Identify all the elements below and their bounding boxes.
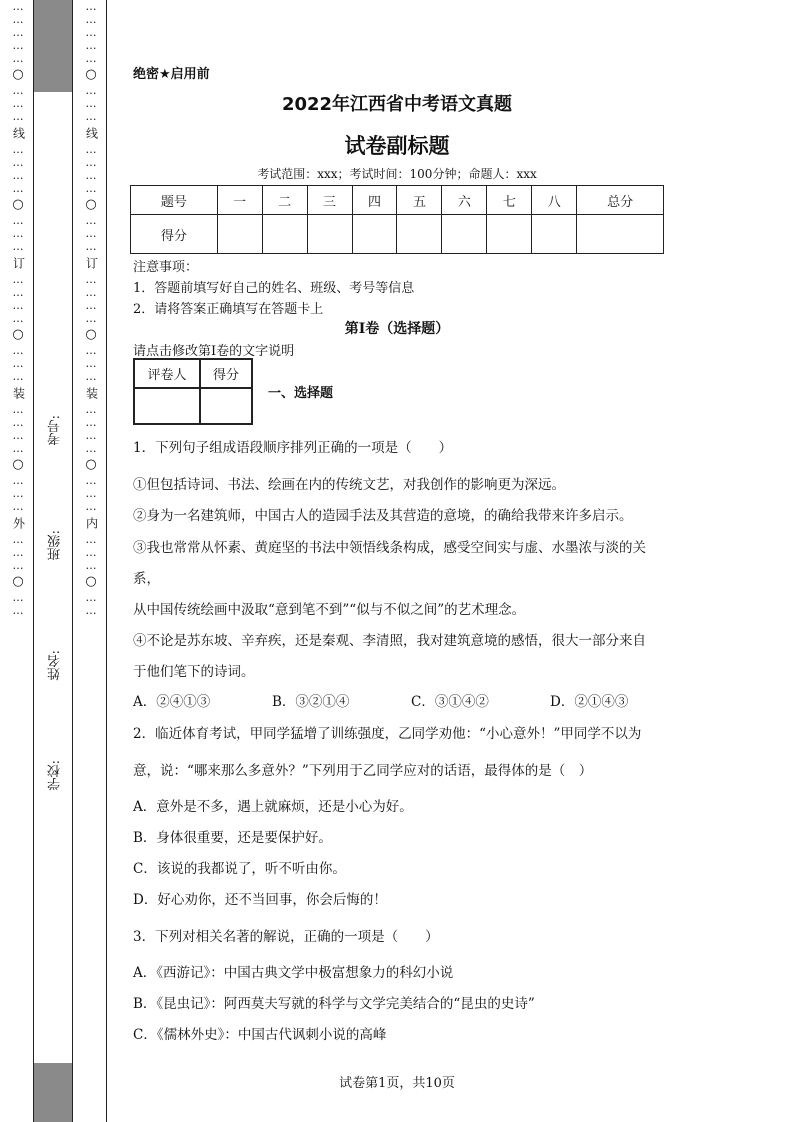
cut-dots: … (12, 299, 24, 312)
confidential-mark: 绝密★启用前 (133, 67, 210, 82)
class-label: 班级: (48, 530, 63, 561)
page-footer: 试卷第1页，共10页 (339, 1076, 455, 1091)
cut-dots: … (85, 13, 97, 26)
notes-item: 2．请将答案正确填写在答题卡上 (133, 302, 324, 317)
cut-dots: … (12, 169, 24, 182)
question-1-stem: 1．下列句子组成语段顺序排列正确的一项是（ ） (133, 440, 453, 456)
cut-dots: … (12, 13, 24, 26)
exam-number-label: 考号: (48, 415, 63, 446)
question-1-sentence: ①但包括诗词、书法、绘画在内的传统文艺，对我创作的影响更为深远。 (133, 477, 565, 493)
cut-dots: … (85, 546, 97, 559)
question-1-option-a[interactable]: A．②④①③ (133, 694, 211, 710)
cut-dots: … (85, 273, 97, 286)
cut-line-char: 外 (11, 517, 26, 529)
cut-dots: … (85, 26, 97, 39)
cut-dots: … (12, 39, 24, 52)
score-header-cell: 五 (397, 186, 442, 215)
cut-dots: … (85, 52, 97, 65)
cut-dots: … (85, 214, 97, 227)
cut-circle-mark: ○ (12, 327, 24, 342)
cut-circle-mark: ○ (12, 574, 24, 589)
cut-dots: … (12, 416, 24, 429)
cut-dots: … (12, 286, 24, 299)
part-title: 第I卷（选择题） (344, 321, 450, 337)
cut-dots: … (85, 110, 97, 123)
score-cell[interactable] (487, 215, 532, 254)
notes-heading: 注意事项： (133, 260, 199, 275)
cut-dots: … (85, 182, 97, 195)
cut-dots: … (85, 604, 97, 617)
cut-dots: … (85, 370, 97, 383)
cut-dots: … (85, 143, 97, 156)
cut-line-char: 线 (11, 127, 26, 139)
score-header-cell: 二 (262, 186, 307, 215)
cut-dots: … (85, 591, 97, 604)
cut-dots: … (85, 169, 97, 182)
cut-dots: … (12, 312, 24, 325)
cut-dots: … (85, 500, 97, 513)
name-label: 姓名: (48, 650, 63, 681)
grader-score-header: 得分 (200, 359, 252, 388)
question-2-stem: 2．临近体育考试，甲同学猛增了训练强度，乙同学劝他：“小心意外！”甲同学不以为 (133, 726, 642, 742)
notes (133, 257, 414, 320)
cut-dots: … (12, 227, 24, 240)
cut-dots: … (85, 156, 97, 169)
score-row-label: 得分 (131, 215, 218, 254)
cut-dots: … (85, 357, 97, 370)
cut-dots: … (12, 0, 24, 13)
cut-dots: … (12, 143, 24, 156)
cut-dots: … (12, 591, 24, 604)
cut-dots: … (12, 500, 24, 513)
cut-line-char: 线 (84, 127, 99, 139)
question-3-option-a[interactable]: A．《西游记》：中国古典文学中极富想象力的科幻小说 (133, 965, 454, 981)
cut-dots: … (12, 429, 24, 442)
score-table-header-row (131, 186, 664, 215)
question-1-sentence: 从中国传统绘画中汲取“意到笔不到”“似与不似之间”的艺术理念。 (133, 602, 526, 618)
cut-dots: … (85, 533, 97, 546)
part-description[interactable]: 请点击修改第I卷的文字说明 (133, 344, 295, 359)
question-1-sentence: ③我也常常从怀素、黄庭坚的书法中领悟线条构成，感受空间实与虚、水墨浓与淡的关 (133, 540, 646, 556)
cut-dots: … (85, 416, 97, 429)
question-3-option-b[interactable]: B．《昆虫记》：阿西莫夫写就的科学与文学完美结合的“昆虫的史诗” (133, 996, 535, 1012)
score-cell[interactable] (352, 215, 397, 254)
cut-dots: … (85, 84, 97, 97)
cut-circle-mark: ○ (12, 67, 24, 82)
question-3-option-c[interactable]: C．《儒林外史》：中国古代讽刺小说的高峰 (133, 1027, 387, 1043)
cut-dots: … (12, 546, 24, 559)
question-2-option-c[interactable]: C．该说的我都说了，听不听由你。 (133, 861, 346, 877)
score-header-cell: 七 (487, 186, 532, 215)
cut-line-char: 装 (11, 387, 26, 399)
cut-dots: … (12, 52, 24, 65)
cut-line-char: 订 (84, 257, 99, 269)
grader-table (133, 358, 253, 425)
question-1-sentence: 于他们笔下的诗词。 (133, 664, 255, 680)
cut-dots: … (85, 474, 97, 487)
cut-dots: … (12, 156, 24, 169)
question-1-sentence: ④不论是苏东坡、辛弃疾，还是秦观、李清照，我对建筑意境的感悟，很大一部分来自 (133, 633, 646, 649)
cut-dots: … (12, 370, 24, 383)
cut-dots: … (12, 533, 24, 546)
score-header-cell: 总分 (577, 186, 664, 215)
cut-dots: … (12, 240, 24, 253)
binding-line (33, 0, 34, 1122)
score-cell[interactable] (442, 215, 487, 254)
cut-dots: … (12, 214, 24, 227)
question-1-option-d[interactable]: D．②①④③ (550, 694, 629, 710)
grader-header: 评卷人 (134, 359, 200, 388)
inner-dotted-cut-line (83, 0, 99, 1122)
cut-dots: … (12, 273, 24, 286)
cut-dots: … (12, 487, 24, 500)
score-header-cell: 题号 (131, 186, 218, 215)
score-cell[interactable] (577, 215, 664, 254)
grader-cell[interactable] (134, 388, 200, 424)
cut-line-char: 内 (84, 517, 99, 529)
cut-circle-mark: ○ (12, 197, 24, 212)
cut-dots: … (12, 97, 24, 110)
cut-dots: … (12, 182, 24, 195)
cut-dots: … (12, 84, 24, 97)
score-header-cell: 四 (352, 186, 397, 215)
question-1-option-c[interactable]: C．③①④② (411, 694, 489, 710)
cut-dots: … (85, 403, 97, 416)
binding-strip (0, 0, 110, 1122)
cut-dots: … (12, 110, 24, 123)
notes-item: 1．答题前填写好自己的姓名、班级、考号等信息 (133, 281, 415, 296)
outer-dotted-cut-line (10, 0, 26, 1122)
cut-circle-mark: ○ (85, 457, 97, 472)
score-table (130, 185, 664, 254)
cut-dots: … (12, 604, 24, 617)
question-2-stem: 意，说：“哪来那么多意外？”下列用于乙同学应对的话语，最得体的是（ ） (133, 763, 593, 779)
cut-dots: … (85, 227, 97, 240)
question-3-stem: 3．下列对相关名著的解说，正确的一项是（ ） (133, 929, 439, 945)
cut-dots: … (85, 344, 97, 357)
exam-info: 考试范围：xxx；考试时间：100分钟；命题人：xxx (257, 167, 537, 181)
score-cell[interactable] (217, 215, 262, 254)
cut-dots: … (85, 39, 97, 52)
cut-circle-mark: ○ (85, 574, 97, 589)
cut-dots: … (12, 559, 24, 572)
cut-dots: … (85, 0, 97, 13)
score-cell[interactable] (307, 215, 352, 254)
cut-dots: … (85, 312, 97, 325)
cut-dots: … (85, 299, 97, 312)
binding-gray-block-top (34, 0, 72, 92)
cut-dots: … (85, 442, 97, 455)
question-2-option-d[interactable]: D．好心劝你，还不当回事，你会后悔的！ (133, 892, 387, 908)
score-table-score-row (131, 215, 664, 254)
score-cell[interactable] (532, 215, 577, 254)
cut-circle-mark: ○ (85, 67, 97, 82)
cut-dots: … (12, 344, 24, 357)
cut-dots: … (85, 240, 97, 253)
cut-dots: … (12, 403, 24, 416)
section-heading: 一、选择题 (268, 386, 334, 401)
binding-line (72, 0, 73, 1122)
cut-line-char: 装 (84, 387, 99, 399)
question-1-sentence: ②身为一名建筑师，中国古人的造园手法及其营造的意境，的确给我带来许多启示。 (133, 508, 633, 524)
school-label: 学校: (48, 760, 63, 791)
score-header-cell: 一 (217, 186, 262, 215)
score-cell[interactable] (262, 215, 307, 254)
cut-dots: … (85, 286, 97, 299)
grader-score-cell[interactable] (200, 388, 252, 424)
cut-dots: … (12, 474, 24, 487)
score-header-cell: 三 (307, 186, 352, 215)
cut-dots: … (85, 487, 97, 500)
binding-line (106, 0, 107, 1122)
score-header-cell: 八 (532, 186, 577, 215)
score-header-cell: 六 (442, 186, 487, 215)
cut-dots: … (12, 357, 24, 370)
exam-subtitle: 试卷副标题 (344, 134, 450, 158)
cut-circle-mark: ○ (12, 457, 24, 472)
cut-dots: … (85, 429, 97, 442)
cut-dots: … (12, 442, 24, 455)
exam-title: 2022年江西省中考语文真题 (281, 94, 513, 115)
cut-dots: … (85, 559, 97, 572)
cut-circle-mark: ○ (85, 197, 97, 212)
score-cell[interactable] (397, 215, 442, 254)
cut-dots: … (85, 97, 97, 110)
question-1-sentence: 系， (133, 571, 160, 587)
question-2-option-a[interactable]: A．意外是不多，遇上就麻烦，还是小心为好。 (133, 799, 413, 815)
question-1-option-b[interactable]: B．③②①④ (272, 694, 350, 710)
question-2-option-b[interactable]: B．身体很重要，还是要保护好。 (133, 830, 332, 846)
cut-line-char: 订 (11, 257, 26, 269)
cut-circle-mark: ○ (85, 327, 97, 342)
cut-dots: … (12, 26, 24, 39)
